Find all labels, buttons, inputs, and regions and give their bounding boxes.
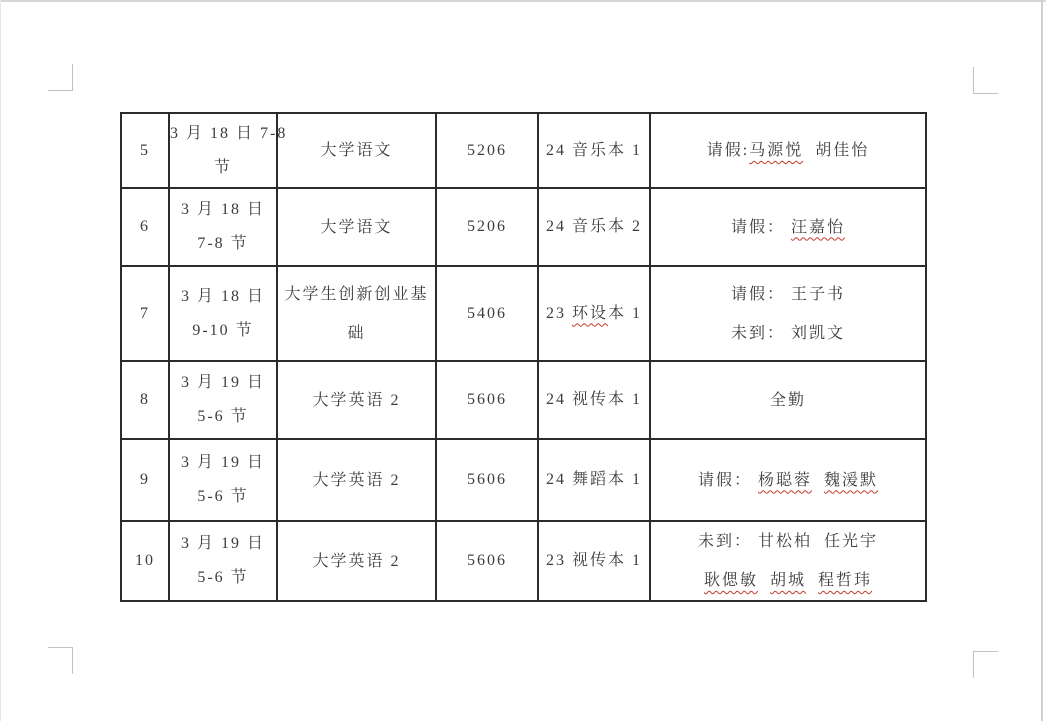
cell-text: 5-6 节 <box>197 488 249 505</box>
cell-text: 请假： 王子书 <box>730 285 845 303</box>
cell-text: 3 月 18 日 <box>180 201 265 218</box>
cell-text-line <box>437 297 537 331</box>
cell-attendance-note <box>650 113 926 188</box>
cell-text-line <box>170 446 276 480</box>
cell-text-line <box>122 134 168 168</box>
cell-text-line <box>122 383 168 417</box>
cell-course-name <box>277 361 436 439</box>
cell-text: 9 <box>140 471 150 488</box>
margin-mark-top-left <box>48 64 73 91</box>
cell-text: 本 1 <box>608 304 643 322</box>
table-row <box>121 266 926 361</box>
cell-date-period <box>169 521 277 601</box>
cell-text-line <box>170 227 276 261</box>
cell-class-name <box>538 361 650 439</box>
table-row <box>121 521 926 601</box>
cell-text: 24 音乐本 2 <box>545 218 642 235</box>
cell-text: 未到： 甘松柏 任光宇 <box>697 533 878 550</box>
cell-text-line <box>651 461 925 500</box>
cell-class-name <box>538 266 650 361</box>
cell-text-line <box>278 381 435 420</box>
cell-class-name <box>538 521 650 601</box>
cell-text: 7 <box>140 304 150 322</box>
cell-text <box>812 472 824 489</box>
cell-text: 大学英语 2 <box>312 552 401 570</box>
cell-text-line <box>651 208 925 247</box>
cell-text-line <box>122 463 168 497</box>
cell-text-line <box>170 527 276 561</box>
cell-text: 5606 <box>467 552 507 569</box>
cell-text-line <box>539 383 649 417</box>
cell-date-period <box>169 113 288 188</box>
cell-course-name <box>277 521 436 601</box>
cell-text-line <box>278 208 435 247</box>
cell-text: 5606 <box>467 391 507 408</box>
cell-text-line <box>651 561 925 600</box>
spellcheck-underlined-text: 马源悦 <box>749 142 804 159</box>
cell-text: 23 视传本 1 <box>545 552 642 569</box>
cell-text: 请假： <box>730 218 791 236</box>
cell-text: 3 月 19 日 <box>180 535 265 552</box>
cell-text: 3 月 19 日 <box>180 454 265 471</box>
cell-text-line <box>122 544 168 578</box>
table-row <box>121 439 926 521</box>
table-row <box>121 113 926 188</box>
cell-room-number <box>436 266 538 361</box>
cell-text-line <box>437 134 537 168</box>
cell-text-line <box>651 314 925 353</box>
spellcheck-underlined-text: 环设 <box>571 304 608 322</box>
cell-text: 大学英语 2 <box>312 471 401 489</box>
cell-text-line <box>651 275 925 314</box>
cell-room-number <box>436 113 538 188</box>
cell-text-line <box>278 131 435 170</box>
cell-text: 8 <box>140 391 150 408</box>
cell-text-line <box>170 193 276 227</box>
cell-text: 5 <box>140 141 150 159</box>
cell-text-line <box>651 131 925 170</box>
cell-attendance-note <box>650 266 926 361</box>
cell-date-period <box>169 188 277 266</box>
table-row <box>121 361 926 439</box>
cell-text-line <box>170 366 276 400</box>
cell-class-name <box>538 439 650 521</box>
cell-text-line <box>278 275 435 314</box>
cell-course-name <box>277 439 436 521</box>
cell-text: 5606 <box>467 471 507 488</box>
cell-text: 23 <box>545 304 572 322</box>
cell-text: 大学英语 2 <box>312 391 401 409</box>
cell-text: 6 <box>140 218 150 235</box>
cell-course-name <box>277 113 436 188</box>
cell-text-line <box>539 210 649 244</box>
cell-text-line <box>170 400 276 434</box>
cell-text: 大学语文 <box>320 218 393 236</box>
cell-text-line <box>437 383 537 417</box>
cell-text-line <box>170 117 288 151</box>
cell-text: 大学生创新创业基 <box>284 285 429 303</box>
cell-row-number <box>121 439 169 521</box>
cell-text-line <box>539 544 649 578</box>
cell-text-line <box>437 544 537 578</box>
cell-attendance-note <box>650 361 926 439</box>
cell-course-name <box>277 188 436 266</box>
cell-text-line <box>170 314 276 348</box>
cell-text: 请假: <box>706 142 750 159</box>
cell-text-line <box>539 463 649 497</box>
cell-class-name <box>538 113 650 188</box>
cell-text: 5-6 节 <box>197 408 249 425</box>
cell-text-line <box>278 314 435 353</box>
cell-text: 3 月 19 日 <box>180 374 265 391</box>
cell-text-line <box>539 297 649 331</box>
cell-attendance-note <box>650 439 926 521</box>
cell-text: 7-8 节 <box>197 235 249 252</box>
cell-text-line <box>170 480 276 514</box>
cell-date-period <box>169 439 277 521</box>
attendance-table-body <box>121 113 926 601</box>
cell-course-name <box>277 266 436 361</box>
cell-text <box>806 572 818 589</box>
cell-text: 5-6 节 <box>197 569 249 586</box>
cell-room-number <box>436 439 538 521</box>
cell-text-line <box>122 297 168 331</box>
spellcheck-underlined-text: 程哲玮 <box>818 572 873 589</box>
margin-mark-top-right <box>973 67 998 94</box>
cell-text-line <box>437 463 537 497</box>
spellcheck-underlined-text: 胡城 <box>769 572 806 589</box>
cell-text-line <box>170 151 276 185</box>
table-row <box>121 188 926 266</box>
cell-text-line <box>278 461 435 500</box>
cell-row-number <box>121 521 169 601</box>
cell-text-line <box>170 280 276 314</box>
cell-text-line <box>651 522 925 561</box>
cell-class-name <box>538 188 650 266</box>
cell-date-period <box>169 361 277 439</box>
cell-date-period <box>169 266 277 361</box>
cell-attendance-note <box>650 521 926 601</box>
cell-row-number <box>121 188 169 266</box>
cell-text: 节 <box>213 158 232 176</box>
cell-text: 全勤 <box>769 391 806 409</box>
cell-text-line <box>651 381 925 420</box>
cell-text: 10 <box>135 552 155 569</box>
cell-attendance-note <box>650 188 926 266</box>
cell-text: 胡佳怡 <box>803 142 870 159</box>
cell-text: 5406 <box>467 304 507 322</box>
cell-text-line <box>437 210 537 244</box>
cell-room-number <box>436 521 538 601</box>
cell-text-line <box>278 542 435 581</box>
spellcheck-underlined-text: 耿偲敏 <box>703 572 758 589</box>
attendance-table <box>120 112 927 602</box>
spellcheck-underlined-text: 杨聪蓉 <box>757 471 812 489</box>
spellcheck-underlined-text: 魏湲默 <box>824 471 879 489</box>
cell-room-number <box>436 188 538 266</box>
cell-row-number <box>121 361 169 439</box>
cell-text-line <box>122 210 168 244</box>
cell-text: 9-10 节 <box>192 321 254 339</box>
cell-text: 5206 <box>467 218 507 235</box>
cell-text: 24 舞蹈本 1 <box>545 471 642 488</box>
cell-text: 24 音乐本 1 <box>545 141 642 159</box>
cell-text: 3 月 18 日 <box>180 287 265 305</box>
cell-row-number <box>121 113 169 188</box>
cell-text: 未到： 刘凯文 <box>730 324 845 342</box>
cell-text-line <box>170 561 276 595</box>
cell-row-number <box>121 266 169 361</box>
cell-text: 大学语文 <box>320 142 393 159</box>
margin-mark-bottom-right <box>973 651 998 678</box>
cell-text: 础 <box>347 324 366 342</box>
cell-room-number <box>436 361 538 439</box>
cell-text <box>758 572 770 589</box>
spellcheck-underlined-text: 汪嘉怡 <box>791 218 846 236</box>
cell-text: 24 视传本 1 <box>545 391 642 408</box>
cell-text-line <box>539 134 649 168</box>
cell-text: 3 月 18 日 7-8 <box>170 124 288 142</box>
margin-mark-bottom-left <box>48 647 73 674</box>
cell-text: 5206 <box>467 141 507 159</box>
cell-text: 请假： <box>697 471 758 489</box>
